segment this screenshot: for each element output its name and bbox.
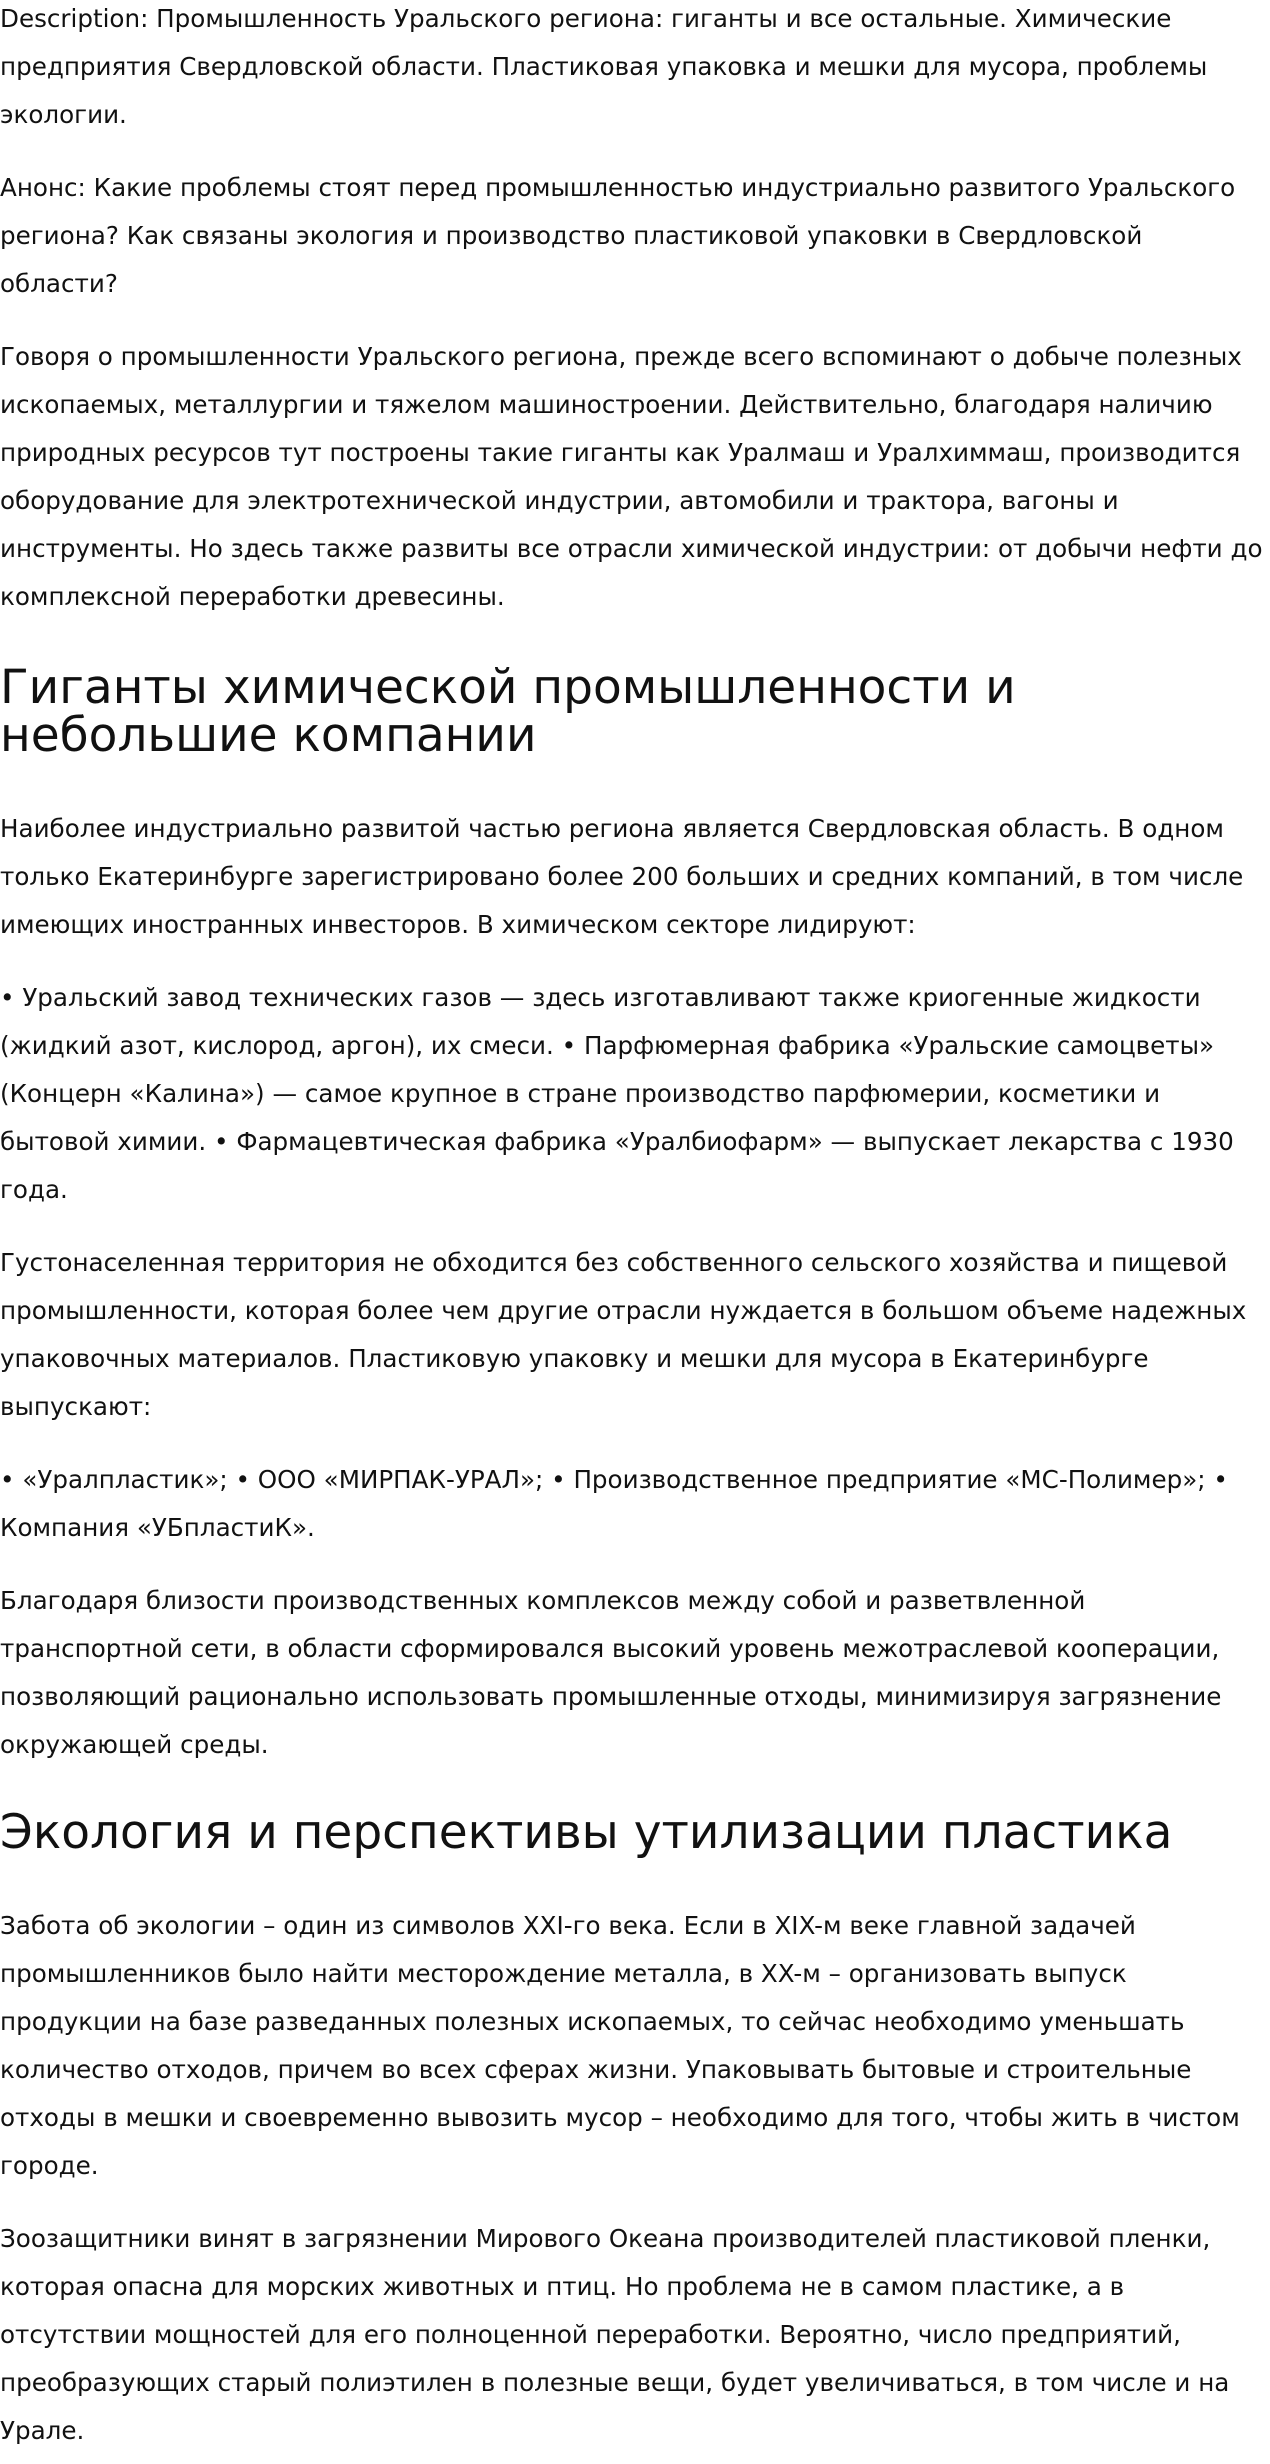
section-heading-chemical-industry: Гиганты химической промышленности и небольшие компании — [0, 660, 1016, 763]
section-heading-ecology: Экология и перспективы утилизации пластика — [0, 1805, 1173, 1860]
section1-paragraph-5: Благодаря близости производственных комплексов между собой и разветвленной транспортной сети, в области сформировался высокий уровень межотраслевой кооперации, позволяющий рационально использовать промышленные отходы, минимизируя загрязнение окружающей среды. — [0, 1586, 1222, 1759]
section2-paragraph-2: Зоозащитники винят в загрязнении Мирового Океана производителей пластиковой пленки, которая опасна для морских животных и птиц. Но проблема не в самом пластике, а в отсутствии мощностей для его полноценной переработки. Вероятно, число предприятий, преобразующих старый полиэтилен в полезные вещи, будет увеличиваться, в том числе и на Урале. — [0, 2224, 1230, 2445]
section1-paragraph-chemical-leaders: • Уральский завод технических газов — здесь изготавливают также криогенные жидкости (жидкий азот, кислород, аргон), их смеси. • Парфюмерная фабрика «Уральские самоцветы» (Концерн «Калина») — самое крупное в стране производство парфюмерии, косметики и бытовой химии. • Фармацевтическая фабрика «Уралбиофарм» — выпускает лекарства с 1930 года. — [0, 983, 1234, 1204]
description-paragraph: Description: Промышленность Уральского региона: гиганты и все остальные. Химические предприятия Свердловской области. Пластиковая упаковка и мешки для мусора, проблемы экологии. — [0, 4, 1208, 129]
section1-paragraph-packaging-producers: • «Уралпластик»; • ООО «МИРПАК-УРАЛ»; • Производственное предприятие «МС-Полимер»; • Компания «УБпластиК». — [0, 1465, 1228, 1542]
section2-paragraph-1: Забота об экологии – один из символов XXI-го века. Если в XIX-м веке главной задачей промышленников было найти месторождение металла, в XX-м – организовать выпуск продукции на базе разведанных полезных ископаемых, то сейчас необходимо уменьшать количество отходов, причем во всех сферах жизни. Упаковывать бытовые и строительные отходы в мешки и своевременно вывозить мусор – необходимо для того, чтобы жить в чистом городе. — [0, 1911, 1240, 2180]
intro-paragraph: Говоря о промышленности Уральского региона, прежде всего вспоминают о добыче полезных ископаемых, металлургии и тяжелом машиностроении. Действительно, благодаря наличию природных ресурсов тут построены такие гиганты как Уралмаш и Уралхиммаш, производится оборудование для электротехнической индустрии, автомобили и трактора, вагоны и инструменты. Но здесь также развиты все отрасли химической индустрии: от добычи нефти до комплексной переработки древесины. — [0, 342, 1263, 611]
section1-paragraph-3: Густонаселенная территория не обходится без собственного сельского хозяйства и пищевой промышленности, которая более чем другие отрасли нуждается в большом объеме надежных упаковочных материалов. Пластиковую упаковку и мешки для мусора в Екатеринбурге выпускают: — [0, 1248, 1247, 1421]
announcement-paragraph: Анонс: Какие проблемы стоят перед промышленностью индустриально развитого Уральского региона? Как связаны экология и производство пластиковой упаковки в Свердловской области? — [0, 173, 1236, 298]
section1-paragraph-1: Наиболее индустриально развитой частью региона является Свердловская область. В одном только Екатеринбурге зарегистрировано более 200 больших и средних компаний, в том числе имеющих иностранных инвесторов. В химическом секторе лидируют: — [0, 814, 1244, 939]
